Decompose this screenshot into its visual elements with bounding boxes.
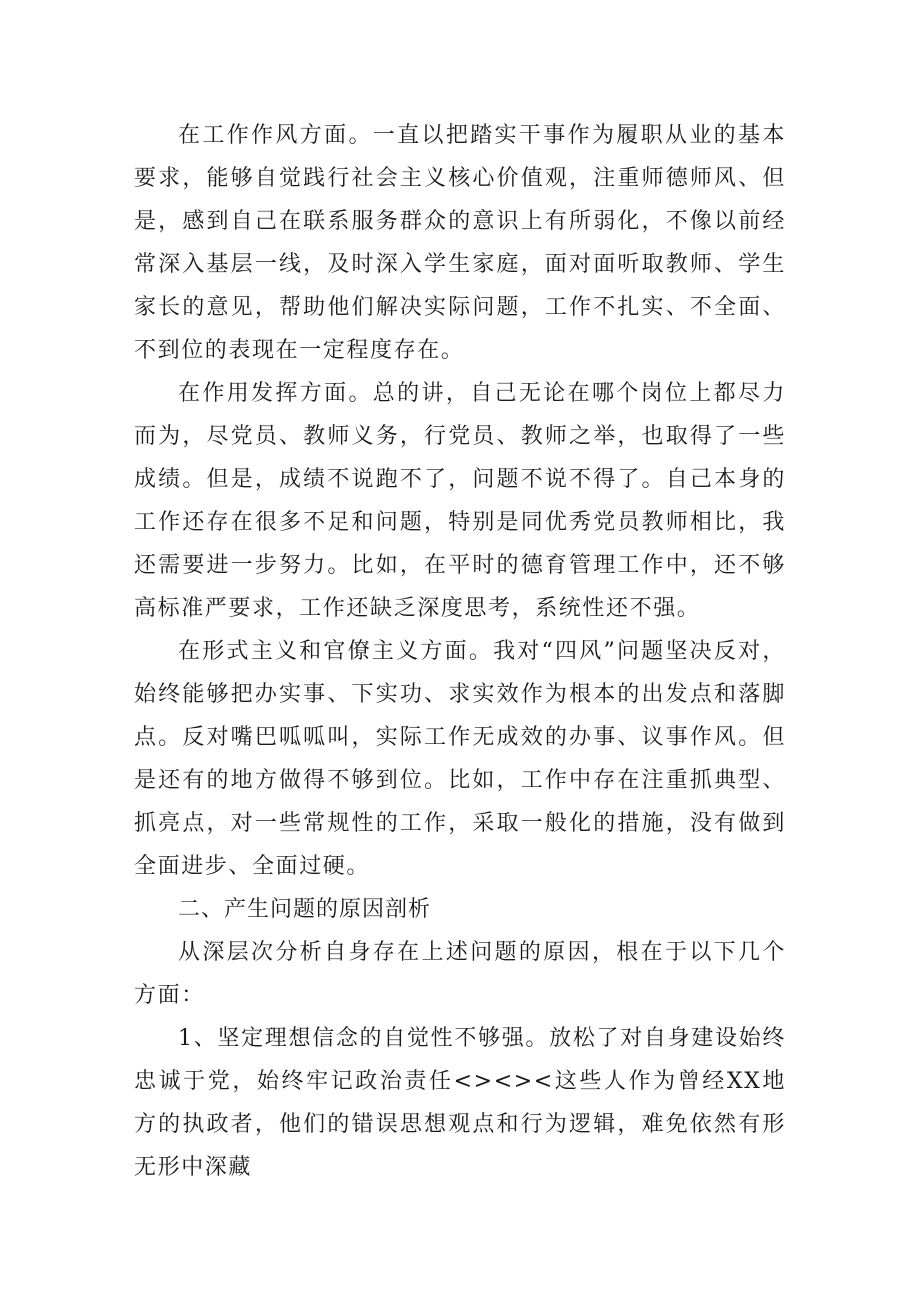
paragraph-formalism: 在形式主义和官僚主义方面。我对“四风”问题坚决反对，始终能够把办实事、下实功、求实效作为根本的出发点和落脚点。反对嘴巴呱呱叫，实际工作无成效的办事、议事作风。但是还有的地方做得不够到位。比如，工作中存在注重抓典型、抓亮点，对一些常规性的工作，采取一般化的措施，没有做到全面进步、全面过硬。 [134,639,786,879]
section-heading: 二、产生问题的原因剖析 [178,897,432,922]
document-body [134,114,786,1189]
paragraph-role-play: 在作用发挥方面。总的讲，自己无论在哪个岗位上都尽力而为，尽党员、教师义务，行党员、教师之举，也取得了一些成绩。但是，成绩不说跑不了，问题不说不得了。自己本身的工作还存在很多不足和问题，特别是同优秀党员教师相比，我还需要进一步努力。比如，在平时的德育管理工作中，还不够高标准严要求，工作还缺乏深度思考，系统性还不强。 [134,381,786,621]
paragraph-work-style: 在工作作风方面。一直以把踏实干事作为履职从业的基本要求，能够自觉践行社会主义核心价值观，注重师德师风、但是，感到自己在联系服务群众的意识上有所弱化，不像以前经常深入基层一线，及时深入学生家庭，面对面听取教师、学生家长的意见，帮助他们解决实际问题，工作不扎实、不全面、不到位的表现在一定程度存在。 [134,123,786,363]
paragraph-cause-1: 1、坚定理想信念的自觉性不够强。放松了对自身建设始终忠诚于党，始终牢记政治责任<><><这些人作为曾经XX地方的执政者，他们的错误思想观点和行为逻辑，难免依然有形无形中深藏 [134,1026,786,1180]
paragraph-cause-intro: 从深层次分析自身存在上述问题的原因，根在于以下几个方面： [134,940,786,1008]
